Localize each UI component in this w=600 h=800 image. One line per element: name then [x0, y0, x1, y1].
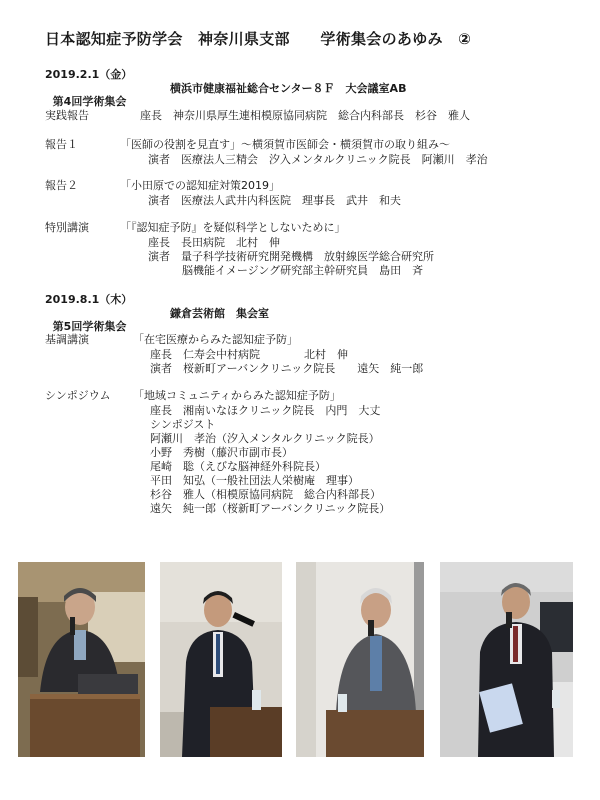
- meeting-name: 第4回学術集会: [52, 95, 127, 108]
- section-line: 座長 湘南いなほクリニック院長 内門 大丈: [150, 404, 381, 417]
- section-label: 特別講演: [45, 221, 89, 234]
- section-line: 遠矢 純一郎（桜新町アーバンクリニック院長）: [150, 502, 391, 515]
- section-label: 実践報告: [45, 109, 89, 122]
- speaker-photo-1: [18, 562, 145, 757]
- meeting-name: 第5回学術集会: [52, 320, 127, 333]
- section-line: 杉谷 雅人（相模原協同病院 総合内科部長）: [150, 488, 381, 501]
- photo-strip: [18, 562, 578, 757]
- section-line: 平田 知弘（一般社団法人栄樹庵 理事）: [150, 474, 359, 487]
- section-line: 演者 量子科学技術研究開発機構 放射線医学総合研究所: [148, 250, 434, 263]
- meeting-venue: 鎌倉芸術館 集会室: [170, 307, 269, 320]
- section-line: 座長 仁寿会中村病院 北村 伸: [150, 348, 348, 361]
- meeting-date: 2019.8.1（木）: [45, 293, 133, 306]
- meeting-venue: 横浜市健康福祉総合センター８Ｆ 大会議室AB: [170, 82, 407, 95]
- section-line: 演者 医療法人三精会 汐入メンタルクリニック院長 阿瀬川 孝治: [148, 153, 488, 166]
- section-label: 報告２: [45, 179, 78, 192]
- section-line: 「医師の役割を見直す」～横須賀市医師会・横須賀市の取り組み～: [120, 138, 450, 151]
- section-line: 「在宅医療からみた認知症予防」: [133, 333, 298, 346]
- section-line: 座長 長田病院 北村 伸: [148, 236, 280, 249]
- speaker-photo-3: [296, 562, 424, 757]
- section-line: 演者 医療法人武井内科医院 理事長 武井 和夫: [148, 194, 401, 207]
- section-line: 演者 桜新町アーバンクリニック院長 遠矢 純一郎: [150, 362, 424, 375]
- section-line: シンポジスト: [150, 418, 216, 431]
- page-title: 日本認知症予防学会 神奈川県支部 学術集会のあゆみ ②: [45, 30, 472, 48]
- section-line: 「『認知症予防』を疑似科学としないために」: [120, 221, 346, 234]
- section-line: 小野 秀樹（藤沢市副市長）: [150, 446, 293, 459]
- section-line: 「小田原での認知症対策2019」: [120, 179, 280, 192]
- speaker-photo-2: [160, 562, 282, 757]
- section-label: 報告１: [45, 138, 78, 151]
- section-label: 基調講演: [45, 333, 89, 346]
- section-line: 「地域コミュニティからみた認知症予防」: [133, 389, 341, 402]
- section-line: 尾崎 聡（えびな脳神経外科院長）: [150, 460, 326, 473]
- speaker-photo-4: [440, 562, 573, 757]
- section-line: 阿瀬川 孝治（汐入メンタルクリニック院長）: [150, 432, 380, 445]
- section-line: 脳機能イメージング研究部主幹研究員 島田 斉: [182, 264, 424, 277]
- section-label: シンポジウム: [45, 389, 111, 402]
- meeting-date: 2019.2.1（金）: [45, 68, 133, 81]
- section-line: 座長 神奈川県厚生連相模原協同病院 総合内科部長 杉谷 雅人: [140, 109, 470, 122]
